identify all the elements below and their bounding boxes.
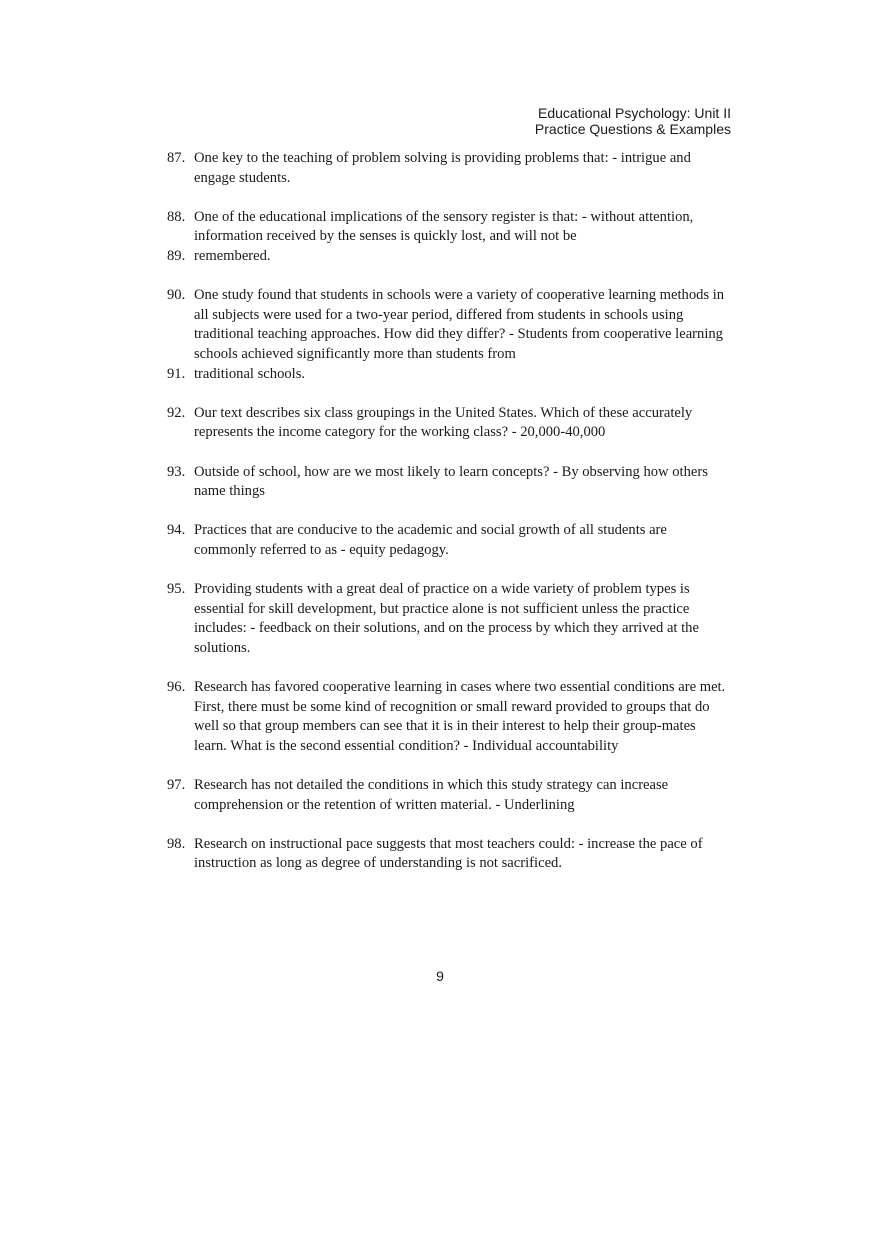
header-subtitle: Practice Questions & Examples [534, 121, 731, 137]
question-90 [167, 286, 727, 384]
question-text: Research has favored cooperative learning in cases where two essential conditions are met. First, there must be some kind of recognition or small reward provided to groups that do well so that group members can see that it is in their interest to help their group-mates learn. What is the second essential condition? - Individual accountability [194, 679, 726, 754]
question-text-continuation: traditional schools. [194, 365, 306, 382]
question-text: Research on instructional pace suggests that most teachers could: - increase the pace of instruction as long as degree of understanding is not sacrificed. [194, 835, 703, 872]
page-number: 9 [436, 968, 444, 984]
question-number: 94. [167, 522, 186, 539]
question-95 [167, 580, 727, 658]
question-number: 91. [167, 365, 186, 382]
question-text: Research has not detailed the conditions in which this study strategy can increase comprehension or the retention of written material. - Underlining [194, 777, 669, 813]
question-94 [167, 521, 727, 560]
question-87 [167, 149, 727, 188]
question-number: 90. [167, 287, 186, 304]
question-number: 87. [167, 150, 186, 166]
question-text: Our text describes six class groupings in the United States. Which of these accurately represents the income category for the working class? - 20,000-40,000 [194, 404, 693, 441]
page-header [535, 105, 731, 137]
question-98 [167, 835, 727, 874]
question-number: 92. [167, 404, 186, 421]
question-97 [167, 776, 727, 815]
header-title: Educational Psychology: Unit II [538, 105, 731, 121]
question-92 [167, 404, 727, 443]
question-text-continuation: remembered. [194, 247, 271, 264]
question-list [167, 149, 727, 894]
question-number: 98. [167, 835, 186, 852]
question-93 [167, 463, 727, 502]
question-text: One of the educational implications of the sensory register is that: - without attention, information received by the senses is quickly lost, and will not be [194, 208, 694, 245]
question-text: Practices that are conducive to the academic and social growth of all students are commonly referred to as - equity pedagogy. [194, 522, 667, 558]
question-88 [167, 208, 727, 267]
question-text: One study found that students in schools were a variety of cooperative learning methods in all subjects were used for a two-year period, differed from students in schools using traditional teaching approaches. How did they differ? - Students from cooperative learning schools achieved significantly more than students from [194, 287, 725, 362]
question-number: 95. [167, 581, 186, 598]
question-number: 93. [167, 463, 186, 480]
question-number: 96. [167, 679, 186, 696]
question-number: 88. [167, 208, 186, 225]
question-text: One key to the teaching of problem solving is providing problems that: - intrigue and engage students. [194, 150, 691, 186]
question-text: Outside of school, how are we most likely to learn concepts? - By observing how others name things [194, 463, 708, 500]
question-96 [167, 678, 727, 756]
question-number: 97. [167, 777, 186, 793]
question-number: 89. [167, 247, 186, 264]
question-text: Providing students with a great deal of practice on a wide variety of problem types is essential for skill development, but practice alone is not sufficient unless the practice includes: - feedback on their solutions, and on the process by which they arrived at the solutions. [194, 581, 699, 656]
